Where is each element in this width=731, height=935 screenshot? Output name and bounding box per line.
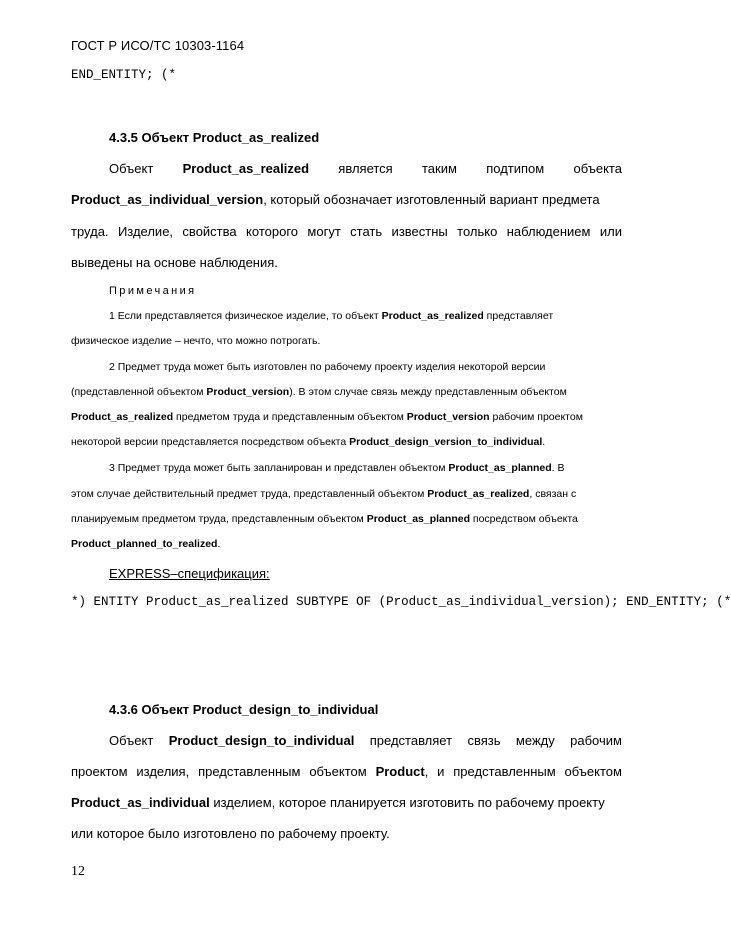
express-spec-label: EXPRESS–спецификация: [109, 566, 270, 581]
code-line: *) [71, 595, 87, 609]
note-1-line: 1 Если представляется физическое изделие, то объект Product_as_realized представляет [109, 310, 554, 322]
code-line: END_ENTITY; [626, 595, 709, 609]
note-3-line: 3 Предмет труда может быть запланирован и представлен объектом Product_as_planned. В [109, 462, 565, 474]
note-2-line: (представленной объектом Product_version). В этом случае связь между представленным объектом [71, 386, 567, 398]
note-1-line: физическое изделие – нечто, что можно потрогать. [71, 335, 321, 347]
code-line: ENTITY Product_as_realized [93, 595, 289, 609]
paragraph-line: труда. Изделие, свойства которого могут стать известны только наблюдением или [71, 224, 622, 239]
document-header: ГОСТ Р ИСО/ТС 10303-1164 [71, 38, 245, 53]
paragraph-line: выведены на основе наблюдения. [71, 255, 278, 270]
paragraph-line: проектом изделия, представленным объектом Product, и представленным объектом [71, 764, 622, 779]
code-line: END_ENTITY; [71, 68, 154, 82]
paragraph-line: или которое было изготовлено по рабочему проекту. [71, 826, 390, 841]
code-block-top [71, 67, 176, 83]
note-3-line: Product_planned_to_realized. [71, 538, 221, 550]
code-block-express [71, 595, 731, 611]
code-line: SUBTYPE OF (Product_as_individual_version); [296, 595, 619, 609]
section-heading-4-3-5: 4.3.5 Объект Product_as_realized [109, 130, 320, 145]
section-heading-4-3-6: 4.3.6 Объект Product_design_to_individual [109, 702, 379, 717]
note-2-line: 2 Предмет труда может быть изготовлен по рабочему проекту изделия некоторой версии [109, 361, 546, 373]
notes-label: Примечания [109, 285, 197, 297]
code-line: (* [716, 595, 731, 609]
note-2-line: некоторой версии представляется посредством объекта Product_design_version_to_individual. [71, 436, 546, 448]
note-3-line: этом случае действительный предмет труда, представленный объектом Product_as_realized, связан с [71, 488, 577, 500]
paragraph-line: Product_as_individual_version, который обозначает изготовленный вариант предмета [71, 192, 600, 207]
paragraph-line: Product_as_individual изделием, которое планируется изготовить по рабочему проекту [71, 795, 605, 810]
note-3-line: планируемым предметом труда, представленным объектом Product_as_planned посредством объекта [71, 513, 578, 525]
note-2-line: Product_as_realized предметом труда и представленным объектом Product_version рабочим проектом [71, 411, 583, 423]
paragraph-line: Объект Product_as_realized является таким подтипом объекта [109, 161, 622, 176]
paragraph-line: Объект Product_design_to_individual представляет связь между рабочим [109, 733, 622, 748]
page-number: 12 [71, 864, 85, 879]
code-line: (* [161, 68, 177, 82]
